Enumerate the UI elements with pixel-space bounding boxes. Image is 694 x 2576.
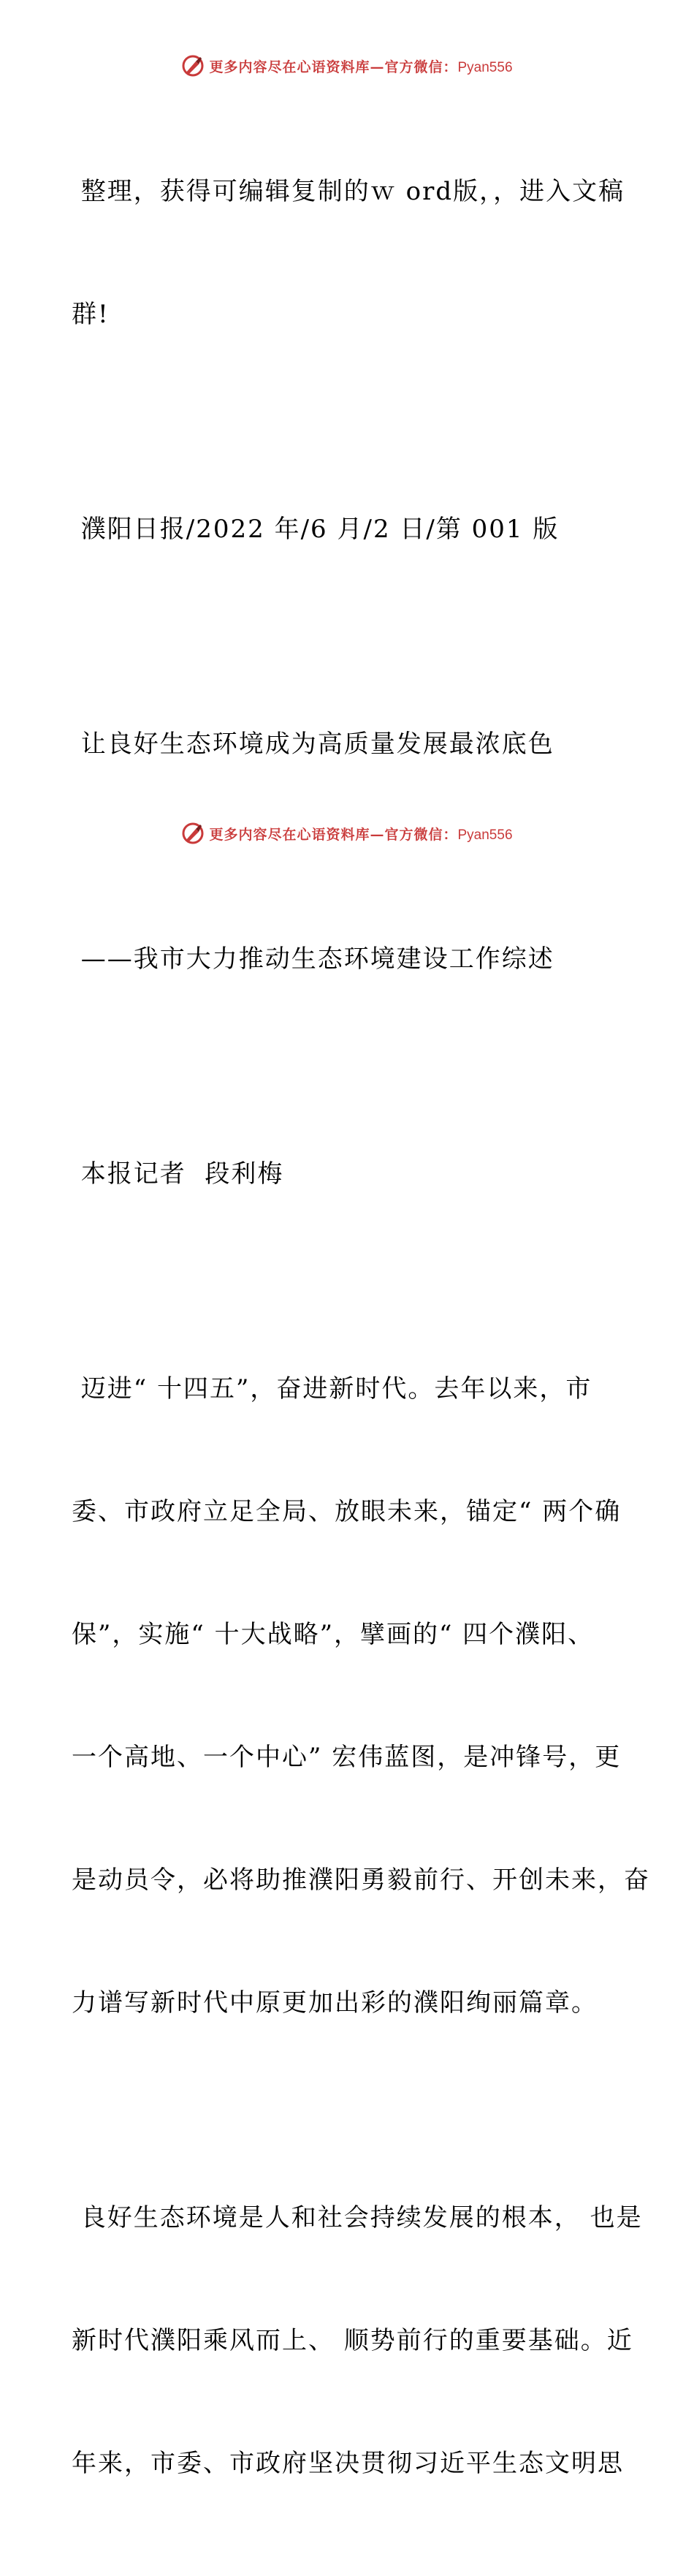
article-subtitle: [72, 857, 627, 1061]
title-line: 让良好生态环境成为高质量发展最浓底色: [72, 730, 554, 759]
byline-line: 本报记者 段利梅: [72, 1159, 284, 1189]
document-body: [72, 89, 650, 2576]
watermark-text: 更多内容尽在心语资料库—官方微信：: [209, 58, 458, 75]
text-line: 一个高地、一个中心” 宏伟蓝图，是冲锋号，更: [72, 1743, 622, 1772]
paragraph-body-2: [72, 2115, 643, 2566]
text-line: 良好生态环境是人和社会持续发展的根本， 也是: [72, 2203, 643, 2232]
watermark-wechat-id: Pyan556: [457, 59, 513, 75]
text-line: 力谱写新时代中原更加出彩的濮阳绚丽篇章。: [72, 1988, 598, 2018]
watermark-wechat-id: Pyan556: [457, 827, 513, 843]
paragraph-body-1: [72, 1287, 650, 2105]
pen-logo-icon: [181, 54, 205, 77]
text-line: 年来，市委、市政府坚决贯彻习近平生态文明思: [72, 2449, 624, 2478]
paragraph-intro: [72, 89, 627, 417]
article-title: [72, 642, 627, 846]
text-line: 保”，实施“ 十大战略”，擘画的“ 四个濮阳、: [72, 1620, 595, 1649]
header-watermark: [0, 51, 694, 80]
text-line: 群!: [72, 300, 110, 329]
text-line: 新时代濮阳乘风而上、 顺势前行的重要基础。近: [72, 2326, 633, 2355]
source-line: 濮阳日报/2022 年/6 月/2 日/第 001 版: [72, 515, 560, 544]
text-line: 委、市政府立足全局、放眼未来，锚定“ 两个确: [72, 1497, 622, 1526]
text-line: 迈进“ 十四五”，奋进新时代。去年以来，市: [72, 1374, 592, 1403]
subtitle-line: ——我市大力推动生态环境建设工作综述: [72, 944, 554, 974]
paragraph-source: [72, 427, 627, 632]
footer-watermark: [0, 819, 694, 848]
text-line: 是动员令，必将助推濮阳勇毅前行、开创未来，奋: [72, 1865, 650, 1895]
pen-logo-icon: [181, 822, 205, 845]
article-byline: [72, 1072, 627, 1276]
watermark-text: 更多内容尽在心语资料库—官方微信：: [209, 826, 458, 843]
text-line: 整理，获得可编辑复制的ｗ ord版，，进入文稿: [72, 177, 625, 206]
